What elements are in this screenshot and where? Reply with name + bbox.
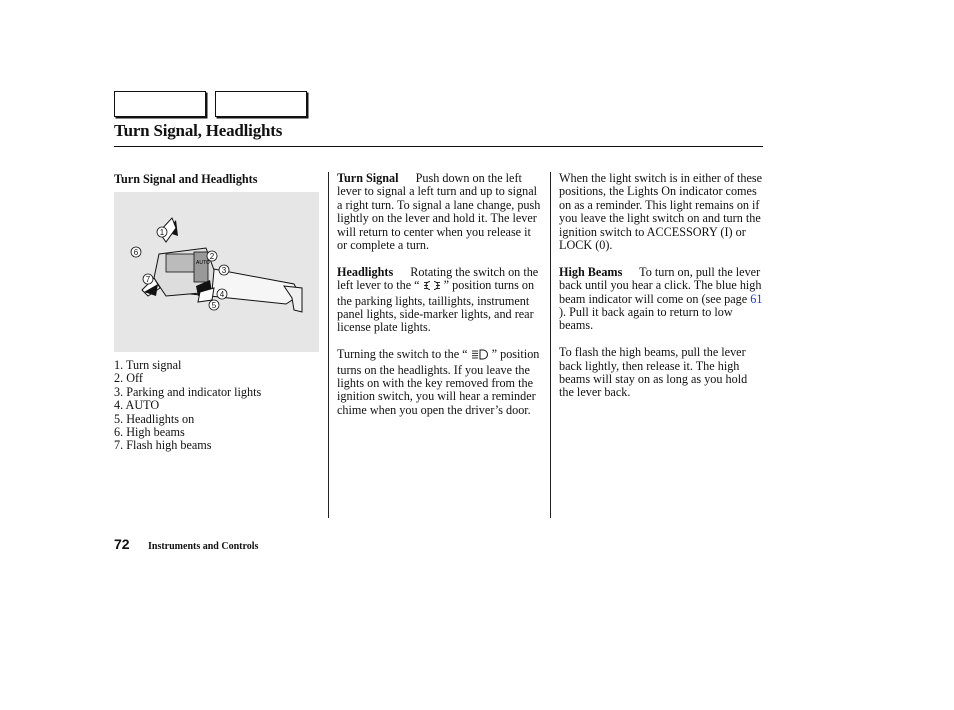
figure-switch-label: AUTO [196, 260, 210, 266]
column-divider-2 [550, 172, 551, 518]
turn-signal-paragraph [337, 172, 543, 252]
callout-7: 7 [145, 275, 151, 284]
legend-item: 6. High beams [114, 425, 185, 440]
turn-signal-lever-figure [114, 192, 319, 352]
callout-3: 3 [221, 266, 227, 275]
figure-legend [114, 359, 324, 453]
turning-text-before: Turning the switch to the “ [337, 347, 468, 362]
turn-signal-text: Push down on the left lever to signal a left turn and up to signal a right turn. To signal a lane change, push lightly on the lever and hold it. The lever will return to center when you release it or complete a turn. [337, 171, 541, 253]
lever-illustration [114, 192, 319, 352]
parking-light-icon [423, 280, 441, 294]
high-beams-heading: High Beams [559, 264, 623, 279]
page-number: 72 [114, 536, 130, 552]
headlights-text-before: Rotating the switch on the left lever to the “ [337, 264, 539, 293]
high-beams-paragraph [559, 266, 765, 333]
page-61-link[interactable]: 61 [750, 291, 763, 306]
high-beams-text-after: ). Pull it back again to return to low beams. [559, 305, 733, 333]
callout-4: 4 [219, 290, 225, 299]
headlights-text-after: ” position turns on the parking lights, taillights, instrument panel lights, side-marker lights, and rear license plate lights. [337, 278, 535, 335]
column-divider-1 [328, 172, 329, 518]
legend-item: 4. AUTO [114, 398, 160, 413]
legend-item: 5. Headlights on [114, 411, 195, 426]
legend-item: 1. Turn signal [114, 358, 182, 372]
headlight-icon [471, 349, 489, 363]
callout-1: 1 [159, 228, 165, 237]
legend-item: 3. Parking and indicator lights [114, 384, 262, 399]
callout-6: 6 [133, 248, 139, 257]
lights-on-paragraph: When the light switch is in either of these positions, the Lights On indicator comes on as a reminder. This light remains on if you leave the light switch on and turn the ignition switch to ACCESSORY (I) or LOCK (0). [559, 171, 763, 253]
turning-text-after: ” position turns on the headlights. If you leave the lights on with the key removed from the ignition switch, you will hear a reminder chime when you open the driver’s door. [337, 347, 540, 417]
high-beams-text-before: To turn on, pull the lever back until you hear a click. The blue high beam indicator will come on (see page [559, 264, 762, 306]
nav-box-next[interactable] [215, 91, 307, 117]
callout-2: 2 [209, 252, 215, 261]
headlights-paragraph [337, 266, 543, 335]
middle-column [337, 172, 543, 431]
callout-5: 5 [211, 301, 217, 310]
nav-box-previous[interactable] [114, 91, 206, 117]
legend-item: 7. Flash high beams [114, 438, 212, 453]
left-subheading: Turn Signal and Headlights [114, 172, 258, 186]
legend-item: 2. Off [114, 371, 143, 386]
turning-switch-paragraph [337, 348, 543, 417]
title-rule [114, 146, 763, 147]
headlights-heading: Headlights [337, 264, 394, 279]
turn-signal-heading: Turn Signal [337, 171, 399, 185]
footer-section-name[interactable]: Instruments and Controls [148, 541, 259, 552]
flash-paragraph: To flash the high beams, pull the lever back lightly, then release it. The high beams will stay on as long as you hold the lever back. [559, 345, 748, 400]
right-column [559, 172, 765, 413]
page-title: Turn Signal, Headlights [114, 121, 283, 140]
